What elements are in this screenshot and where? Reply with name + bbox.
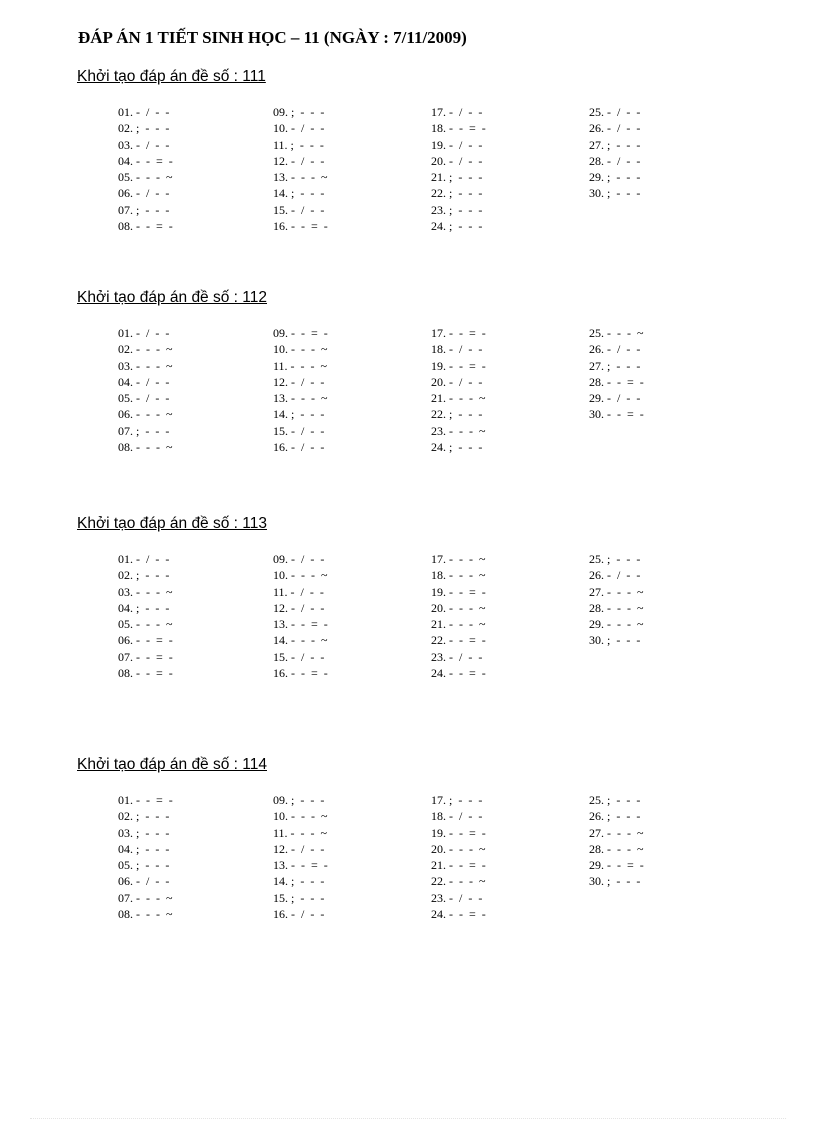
answer-row: 16. - / - - xyxy=(273,440,325,455)
answer-row: 05. - / - - xyxy=(118,391,170,406)
answer-row: 30. ; - - - xyxy=(589,186,641,201)
answer-row: 01. - - = - xyxy=(118,793,173,807)
answer-column-4 xyxy=(589,104,640,202)
answer-row: 29. ; - - - xyxy=(589,170,641,185)
answer-row: 20. - - - ~ xyxy=(431,841,486,856)
answer-row: 07. - - = - xyxy=(118,649,173,664)
answer-column-4 xyxy=(589,325,644,423)
answer-row: 21. - - - ~ xyxy=(431,617,486,632)
answer-column-2 xyxy=(273,104,328,234)
answer-row: 23. - / - - xyxy=(431,890,483,905)
answer-row: 08. - - = - xyxy=(118,666,173,681)
answer-row: 16. - / - - xyxy=(273,907,325,922)
answer-row: 12. - / - - xyxy=(273,600,325,615)
answer-row: 11. - / - - xyxy=(273,584,324,599)
answer-row: 26. ; - - - xyxy=(589,809,641,824)
answer-row: 17. - - = - xyxy=(431,326,486,340)
answer-row: 29. - - - ~ xyxy=(589,617,644,632)
answer-row: 13. - - - ~ xyxy=(273,170,328,185)
answer-row: 19. - - = - xyxy=(431,358,486,373)
answer-row: 14. ; - - - xyxy=(273,407,325,422)
answer-row: 06. - / - - xyxy=(118,186,170,201)
answer-row: 03. - - - ~ xyxy=(118,584,173,599)
answer-row: 20. - / - - xyxy=(431,153,483,168)
answer-row: 01. - / - - xyxy=(118,326,170,340)
answer-column-4 xyxy=(589,551,643,649)
answer-column-2 xyxy=(273,551,328,681)
page-title: ĐÁP ÁN 1 TIẾT SINH HỌC – 11 (NGÀY : 7/11/2009) xyxy=(78,28,467,47)
answer-row: 08. - - - ~ xyxy=(118,907,173,922)
answer-row: 02. - - - ~ xyxy=(118,342,173,357)
answer-row: 16. - - = - xyxy=(273,219,328,234)
answer-row: 14. ; - - - xyxy=(273,874,325,889)
answer-row: 23. - / - - xyxy=(431,649,483,664)
answer-row: 26. - / - - xyxy=(589,568,641,583)
section-heading: Khởi tạo đáp án đề số : 112 xyxy=(77,289,267,306)
answer-row: 04. ; - - - xyxy=(118,841,170,856)
answer-row: 15. ; - - - xyxy=(273,890,325,905)
answer-column-3 xyxy=(431,792,486,922)
answer-row: 21. - - - ~ xyxy=(431,391,486,406)
answer-row: 12. - / - - xyxy=(273,374,325,389)
answer-row: 06. - / - - xyxy=(118,874,170,889)
answer-row: 01. - / - - xyxy=(118,552,170,566)
answer-row: 15. - / - - xyxy=(273,202,325,217)
answer-column-2 xyxy=(273,325,328,455)
answer-column-3 xyxy=(431,104,486,234)
answer-row: 13. - - - ~ xyxy=(273,391,328,406)
answer-row: 05. - - - ~ xyxy=(118,170,173,185)
answer-row: 24. - - = - xyxy=(431,907,486,922)
answer-row: 29. - - = - xyxy=(589,858,644,873)
answer-row: 04. - / - - xyxy=(118,374,170,389)
answer-row: 27. ; - - - xyxy=(589,358,641,373)
answer-row: 25. - - - ~ xyxy=(589,326,644,340)
answer-row: 23. ; - - - xyxy=(431,202,483,217)
answer-row: 20. - / - - xyxy=(431,374,483,389)
answer-row: 28. - - - ~ xyxy=(589,841,644,856)
answer-row: 27. ; - - - xyxy=(589,137,641,152)
answer-row: 22. - - - ~ xyxy=(431,874,486,889)
answer-row: 21. - - = - xyxy=(431,858,486,873)
answer-row: 20. - - - ~ xyxy=(431,600,486,615)
answer-row: 22. ; - - - xyxy=(431,407,483,422)
answer-row: 12. - / - - xyxy=(273,153,325,168)
answer-row: 30. ; - - - xyxy=(589,874,641,889)
answer-column-3 xyxy=(431,551,486,681)
answer-row: 11. ; - - - xyxy=(273,137,324,152)
answer-row: 18. - - = - xyxy=(431,121,486,136)
answer-row: 15. - / - - xyxy=(273,423,325,438)
answer-row: 10. - - - ~ xyxy=(273,809,328,824)
answer-row: 18. - / - - xyxy=(431,342,483,357)
answer-row: 28. - - = - xyxy=(589,374,644,389)
answer-row: 07. ; - - - xyxy=(118,202,170,217)
answer-row: 05. ; - - - xyxy=(118,858,170,873)
answer-row: 06. - - = - xyxy=(118,633,173,648)
answer-row: 21. ; - - - xyxy=(431,170,483,185)
answer-column-1 xyxy=(118,551,173,681)
answer-row: 27. - - - ~ xyxy=(589,584,644,599)
answer-row: 13. - - = - xyxy=(273,617,328,632)
answer-row: 25. ; - - - xyxy=(589,552,641,566)
section-heading: Khởi tạo đáp án đề số : 114 xyxy=(77,756,267,773)
answer-row: 26. - / - - xyxy=(589,121,641,136)
answer-row: 22. ; - - - xyxy=(431,186,483,201)
answer-row: 09. - / - - xyxy=(273,552,325,566)
answer-row: 17. ; - - - xyxy=(431,793,483,807)
answer-row: 07. ; - - - xyxy=(118,423,170,438)
answer-row: 30. ; - - - xyxy=(589,633,641,648)
answer-row: 02. ; - - - xyxy=(118,568,170,583)
answer-row: 05. - - - ~ xyxy=(118,617,173,632)
answer-row: 06. - - - ~ xyxy=(118,407,173,422)
answer-row: 19. - / - - xyxy=(431,137,483,152)
answer-row: 04. ; - - - xyxy=(118,600,170,615)
answer-row: 24. ; - - - xyxy=(431,219,483,234)
answer-row: 24. ; - - - xyxy=(431,440,483,455)
answer-row: 09. - - = - xyxy=(273,326,328,340)
answer-row: 15. - / - - xyxy=(273,649,325,664)
answer-row: 18. - - - ~ xyxy=(431,568,486,583)
answer-row: 03. - - - ~ xyxy=(118,358,173,373)
answer-row: 01. - / - - xyxy=(118,105,170,119)
answer-row: 07. - - - ~ xyxy=(118,890,173,905)
answer-row: 04. - - = - xyxy=(118,153,173,168)
answer-row: 12. - / - - xyxy=(273,841,325,856)
answer-column-3 xyxy=(431,325,486,455)
answer-row: 25. ; - - - xyxy=(589,793,641,807)
answer-column-1 xyxy=(118,792,173,922)
answer-column-2 xyxy=(273,792,328,922)
answer-row: 08. - - - ~ xyxy=(118,440,173,455)
answer-column-1 xyxy=(118,325,172,455)
answer-row: 10. - - - ~ xyxy=(273,568,328,583)
answer-row: 10. - - - ~ xyxy=(273,342,328,357)
answer-row: 19. - - = - xyxy=(431,825,486,840)
answer-row: 30. - - = - xyxy=(589,407,644,422)
answer-row: 03. ; - - - xyxy=(118,825,170,840)
answer-row: 24. - - = - xyxy=(431,666,486,681)
answer-row: 16. - - = - xyxy=(273,666,328,681)
answer-row: 22. - - = - xyxy=(431,633,486,648)
answer-row: 11. - - - ~ xyxy=(273,358,328,373)
answer-row: 17. - / - - xyxy=(431,105,483,119)
answer-column-1 xyxy=(118,104,173,234)
answer-row: 13. - - = - xyxy=(273,858,328,873)
answer-row: 02. ; - - - xyxy=(118,809,170,824)
answer-row: 10. - / - - xyxy=(273,121,325,136)
answer-row: 17. - - - ~ xyxy=(431,552,486,566)
section-heading: Khởi tạo đáp án đề số : 111 xyxy=(77,68,266,85)
page-bottom-divider xyxy=(30,1118,786,1119)
answer-row: 14. ; - - - xyxy=(273,186,325,201)
answer-row: 23. - - - ~ xyxy=(431,423,486,438)
answer-row: 09. ; - - - xyxy=(273,793,325,807)
answer-row: 03. - / - - xyxy=(118,137,170,152)
answer-row: 27. - - - ~ xyxy=(589,825,644,840)
answer-row: 25. - / - - xyxy=(589,105,641,119)
answer-row: 19. - - = - xyxy=(431,584,486,599)
answer-column-4 xyxy=(589,792,644,890)
answer-row: 28. - - - ~ xyxy=(589,600,644,615)
answer-row: 28. - / - - xyxy=(589,153,641,168)
answer-row: 02. ; - - - xyxy=(118,121,170,136)
answer-row: 11. - - - ~ xyxy=(273,825,328,840)
answer-row: 08. - - = - xyxy=(118,219,173,234)
answer-row: 14. - - - ~ xyxy=(273,633,328,648)
answer-row: 09. ; - - - xyxy=(273,105,325,119)
answer-row: 29. - / - - xyxy=(589,391,641,406)
section-heading: Khởi tạo đáp án đề số : 113 xyxy=(77,515,267,532)
answer-row: 18. - / - - xyxy=(431,809,483,824)
answer-row: 26. - / - - xyxy=(589,342,641,357)
